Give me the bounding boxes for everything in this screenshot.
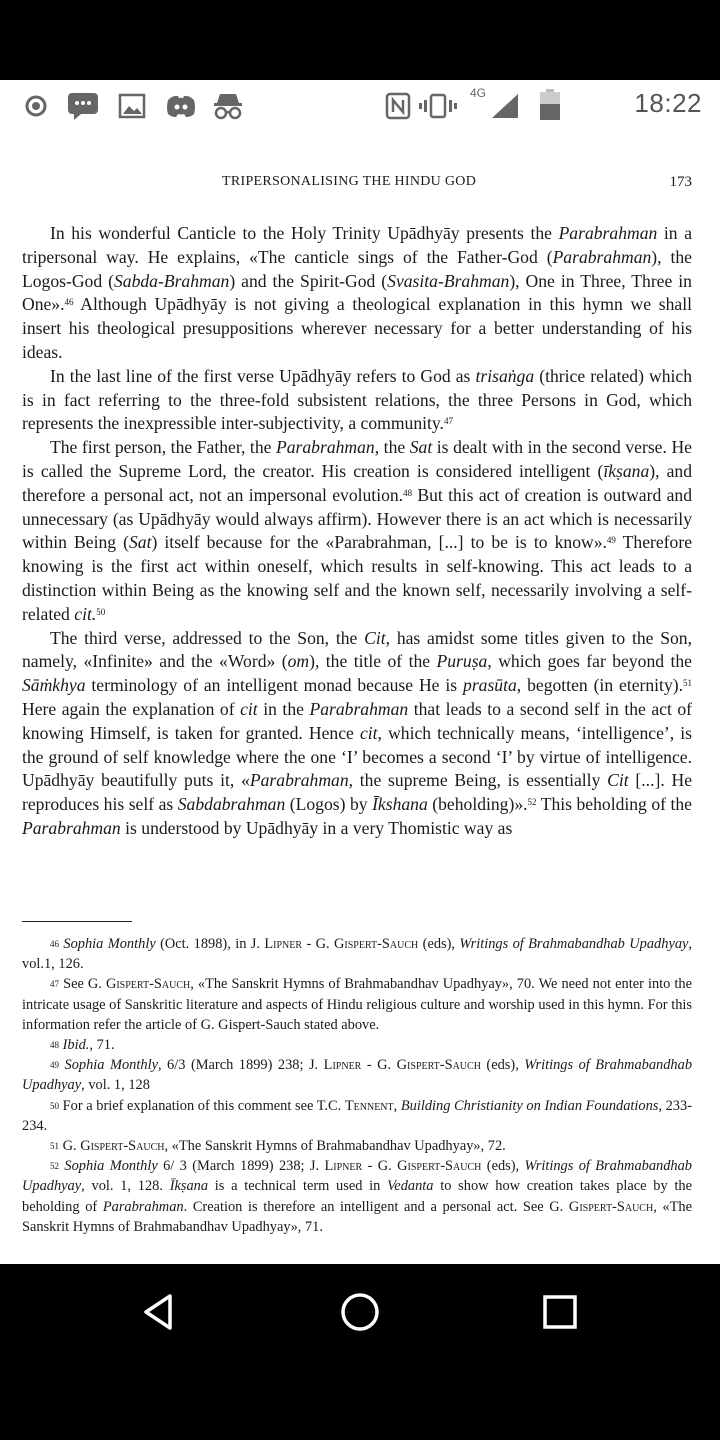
paragraph-1: In his wonderful Canticle to the Holy Trinity Upādhyāy presents the Parabrahman in a tripersonal way. He explains, «The canticle sings of the Father-God (Parabrahman), the Logos-God (Sabda-Brahman) and the Spirit-God (Svasita-Brahman), One in Three, Three in One».$^{46}$ Although Upādhyāy is not giving a theological explanation in this hymn we shall insert his theological presuppositions wherever necessary for a better understanding of his ideas.: [22, 223, 693, 362]
paragraph-3: The first person, the Father, the Parabrahman, the Sat is dealt with in the second verse. He is called the Supreme Lord, the creator. His creation is considered intelligent (īkṣana), and therefore a personal act, not an impersonal evolution.$^{48}$ But this act of creation is outward and unnecessary (as Upādhyāy would always affirm). However there is an act which is necessarily within Being (Sat) itself because for the «Parabrahman, [...] to be is to know».$^{49}$ Therefore knowing is the first act within oneself, which results in self-knowing. This act leads to a distinction within Being as the knowing self and the known self, necessarily involving a self-related cit.$^{50}$: [22, 437, 693, 624]
footnote-ref-49: 49: [606, 535, 616, 546]
page-number: 173: [669, 174, 692, 190]
footnote-ref-51: 51: [683, 678, 693, 689]
footnote-46: $^{46}$ Sophia Monthly (Oct. 1898), in J. Lipner - G. Gispert-Sauch (eds), Writings of Brahmabandhab Upadhyay, vol.1, 126.: [22, 936, 693, 973]
vibrate-icon: [418, 92, 458, 120]
back-button[interactable]: [138, 1290, 182, 1334]
document-page: [0, 132, 720, 1264]
navigation-bar: [0, 1264, 720, 1360]
footnote-ref-48: 48: [403, 487, 413, 498]
footnotes: [22, 934, 692, 1237]
footnote-51: $^{51}$ G. Gispert-Sauch, «The Sanskrit Hymns of Brahmabandhav Upadhyay», 72.: [50, 1138, 506, 1155]
footnote-ref-47: 47: [443, 416, 453, 427]
messenger-icon: [66, 90, 100, 122]
record-icon: [22, 92, 50, 120]
gallery-icon: [118, 92, 146, 120]
footnote-ref-52: 52: [527, 797, 537, 808]
network-type-label: 4G: [470, 86, 487, 100]
footnote-48: $^{48}$ Ibid., 71.: [50, 1037, 115, 1054]
body-text: [22, 222, 692, 841]
nfc-icon: [384, 92, 412, 120]
status-bar: [0, 80, 720, 132]
incognito-icon: [212, 88, 244, 122]
paragraph-4: The third verse, addressed to the Son, the Cit, has amidst some titles given to the Son, namely, «Infinite» and the «Word» (om), the title of the Puruṣa, which goes far beyond the Sāṁkhya terminology of an intelligent monad because He is prasūta, begotten (in eternity).$^{51}$ Here again the explanation of cit in the Parabrahman that leads to a second self in the act of knowing Himself, is taken for granted. Hence cit, which technically means, ‘intelligence’, is the ground of self knowledge where the one ‘I’ becomes a second ‘I’ by virtue of intelligence. Upādhyāy beautifully puts it, «Parabrahman, the supreme Being, is essentially Cit [...]. He reproduces his self as Sabdabrahman (Logos) by Īkshana (beholding)».$^{52}$ This beholding of the Parabrahman is understood by Upādhyāy in a very Thomistic way as: [22, 627, 693, 838]
paragraph-2: In the last line of the first verse Upādhyāy refers to God as trisaṅga (thrice related) which is in fact referring to the three-fold subsistent relations, the three Persons in God, which represents the inexpressible inter-subjectivity, a community.$^{47}$: [22, 365, 692, 434]
footnote-47: $^{47}$ See G. Gispert-Sauch, «The Sanskrit Hymns of Brahmabandhav Upadhyay», 70. We need not enter into the intricate usage of Sanskritic literature and aspects of Hindu religious culture and worship used in this hymn. For this information refer the article of G. Gispert-Sauch stated above.: [22, 976, 692, 1033]
footnote-ref-50: 50: [96, 606, 106, 617]
footnote-separator: [22, 921, 132, 922]
footnote-49: $^{49}$ Sophia Monthly, 6/3 (March 1899) 238; J. Lipner - G. Gispert-Sauch (eds), Writings of Brahmabandhab Upadhyay, vol. 1, 128: [22, 1057, 693, 1094]
footnote-ref-46: 46: [64, 297, 74, 308]
signal-icon: [490, 92, 522, 120]
recents-button[interactable]: [538, 1290, 582, 1334]
battery-icon: [537, 88, 563, 122]
running-head: TRIPERSONALISING THE HINDU GOD: [222, 174, 477, 189]
clock: 18:22: [634, 88, 702, 118]
footnote-52: $^{52}$ Sophia Monthly 6/ 3 (March 1899) 238; J. Lipner - G. Gispert-Sauch (eds), Writings of Brahmabandhab Upadhyay, vol. 1, 128. Īkṣana is a technical term used in Vedanta to show how creation takes place by the beholding of Parabrahman. Creation is therefore an intelligent and a personal act. See G. Gispert-Sauch, «The Sanskrit Hymns of Brahmabandhav Upadhyay», 71.: [22, 1158, 693, 1235]
discord-icon: [165, 92, 197, 120]
footnote-50: $^{50}$ For a brief explanation of this comment see T.C. Tennent, Building Christianity on Indian Foundations, 233-234.: [22, 1097, 692, 1134]
home-button[interactable]: [338, 1290, 382, 1334]
